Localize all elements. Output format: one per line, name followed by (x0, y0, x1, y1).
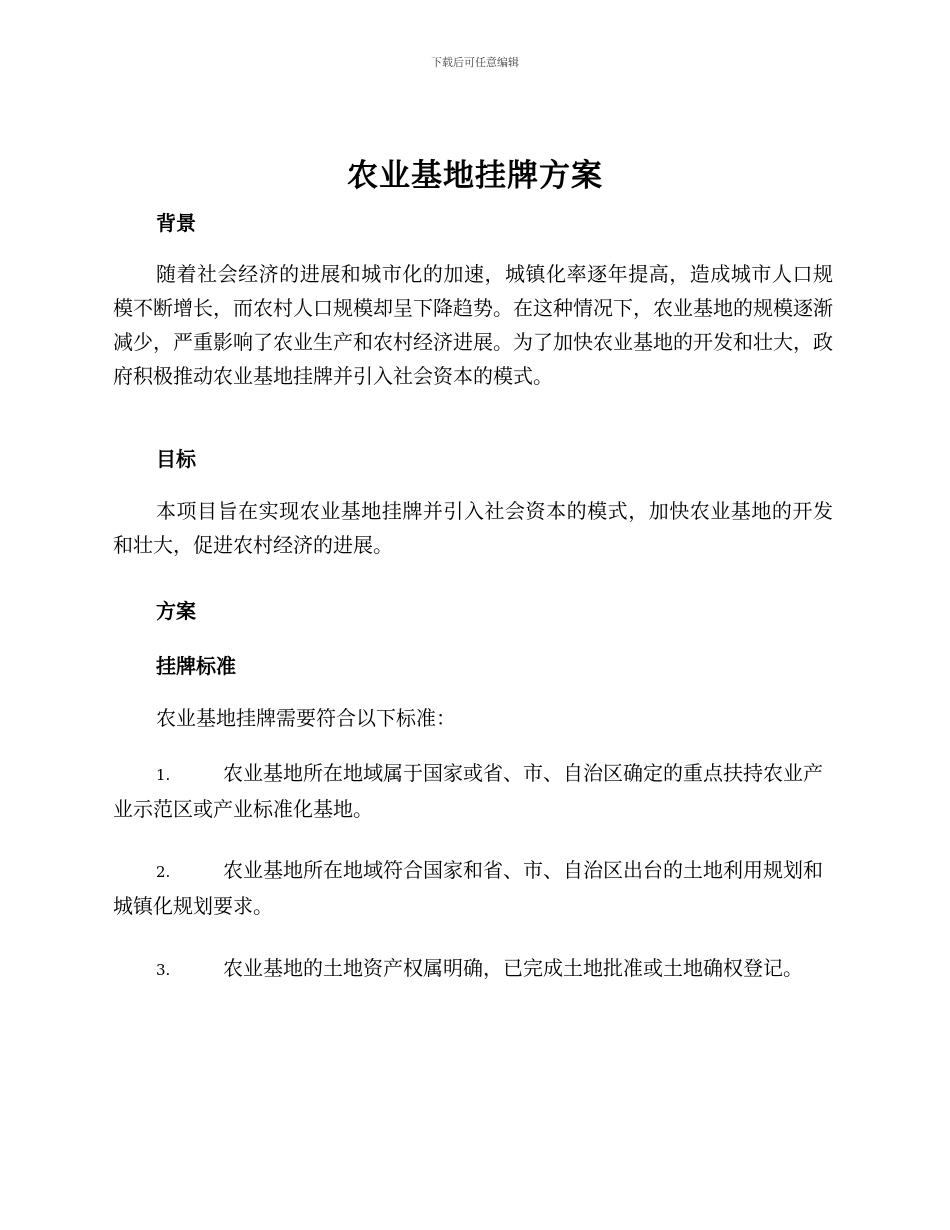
section-heading-background: 背景 (156, 211, 196, 235)
page-header: 下载后可任意编辑 (431, 56, 519, 69)
background-paragraph: 随着社会经济的进展和城市化的加速，城镇化率逐年提高，造成城市人口规模不断增长，而农村人口规模却呈下降趋势。在这种情况下，农业基地的规模逐渐减少，严重影响了农业生产和农村经济进展。为了加快农业基地的开发和壮大，政府积极推动农业基地挂牌并引入社会资本的模式。 (113, 262, 833, 388)
list-item-text: 农业基地的土地资产权属明确，已完成土地批准或土地确权登记。 (223, 956, 803, 980)
section-heading-goal: 目标 (156, 447, 196, 471)
document-title: 农业基地挂牌方案 (347, 158, 603, 194)
list-item-number: 1. (156, 766, 171, 784)
list-item-number: 2. (156, 863, 171, 881)
list-item (113, 853, 833, 923)
goal-paragraph: 本项目旨在实现农业基地挂牌并引入社会资本的模式，加快农业基地的开发和壮大，促进农村经济的进展。 (113, 499, 833, 557)
list-item (113, 951, 833, 987)
list-item (113, 756, 833, 826)
standards-intro: 农业基地挂牌需要符合以下标准： (156, 706, 456, 730)
list-item-text: 农业基地所在地域属于国家或省、市、自治区确定的重点扶持农业产业示范区或产业标准化基地。 (113, 761, 823, 821)
section-heading-plan: 方案 (156, 599, 196, 623)
list-item-text: 农业基地所在地域符合国家和省、市、自治区出台的土地利用规划和城镇化规划要求。 (113, 858, 823, 918)
subheading-listing-standards: 挂牌标准 (156, 654, 236, 678)
list-item-number: 3. (156, 961, 171, 979)
